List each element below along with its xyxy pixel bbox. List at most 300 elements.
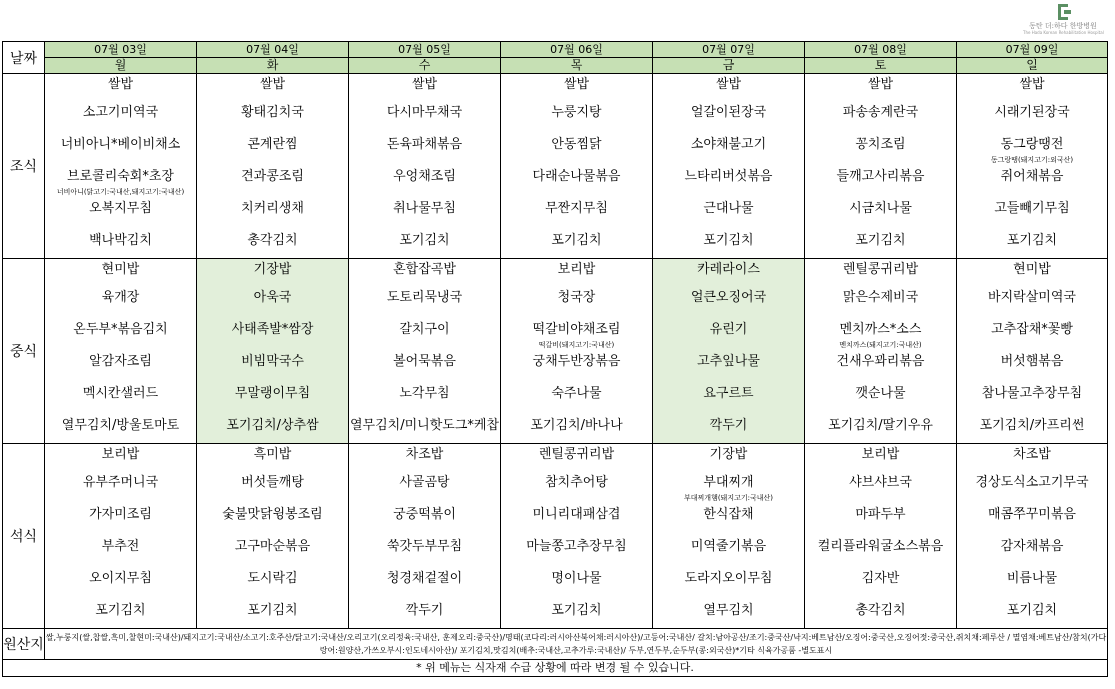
menu-item-text: 깍두기 — [709, 418, 748, 433]
menu-item-text: 미니리대패삼겹 — [532, 507, 621, 522]
menu-item — [805, 595, 956, 627]
menu-item — [45, 467, 196, 499]
menu-item — [653, 444, 804, 467]
weekday-cell: 화 — [197, 58, 349, 74]
menu-cell — [653, 444, 805, 629]
menu-item — [197, 595, 348, 627]
menu-item — [957, 378, 1107, 410]
menu-item — [197, 161, 348, 193]
menu-item-text: 근대나물 — [703, 201, 754, 216]
menu-item — [805, 378, 956, 410]
menu-item-text: 육개장 — [101, 290, 140, 305]
menu-item-text: 쌀밥 — [867, 77, 894, 92]
menu-cell — [197, 259, 349, 444]
menu-item-text: 다래순나물볶음 — [532, 169, 621, 184]
menu-item-text: 다시마무채국 — [386, 105, 463, 120]
menu-item — [805, 563, 956, 595]
menu-item-text: 꽁치조림 — [855, 137, 906, 152]
origin-note: 동그랑땡(돼지고기:외국산) — [990, 156, 1074, 164]
menu-item-text: 명이나물 — [551, 571, 602, 586]
menu-item — [805, 531, 956, 563]
menu-item — [501, 444, 652, 467]
menu-item-text: 포기김치 — [1006, 603, 1058, 618]
menu-item — [805, 410, 956, 442]
meal-label: 조식 — [3, 74, 45, 259]
menu-item — [349, 563, 500, 595]
menu-item-text: 고구마순볶음 — [234, 539, 311, 554]
menu-item-text: 들깨고사리볶음 — [836, 169, 925, 184]
menu-item-text: 포기김치 — [1006, 233, 1058, 248]
menu-item — [501, 467, 652, 499]
menu-item — [45, 378, 196, 410]
menu-item — [45, 282, 196, 314]
menu-item-text: 청국장 — [557, 290, 596, 305]
menu-item-text: 궁중떡볶이 — [393, 507, 456, 522]
menu-item-text: 쌀밥 — [563, 77, 590, 92]
menu-cell — [653, 74, 805, 259]
menu-item — [957, 563, 1107, 595]
menu-item — [349, 193, 500, 225]
menu-item — [653, 314, 804, 346]
menu-item — [501, 595, 652, 627]
menu-item — [653, 499, 804, 531]
origin-label: 원산지 — [3, 629, 45, 660]
menu-item-text: 미역줄기볶음 — [690, 539, 767, 554]
menu-item — [197, 378, 348, 410]
menu-item-text: 견과콩조림 — [241, 169, 304, 184]
logo-subtitle: The Hada Korean Rehabilitation Hospital — [1023, 30, 1104, 35]
menu-item-text: 유린기 — [709, 322, 748, 337]
menu-cell — [197, 444, 349, 629]
menu-cell — [349, 444, 501, 629]
menu-item — [957, 595, 1107, 627]
menu-item — [501, 410, 652, 442]
menu-item — [349, 161, 500, 193]
menu-item-text: 브로콜리숙회*초장 — [67, 169, 174, 184]
logo-mark-icon — [1055, 4, 1071, 20]
menu-item — [805, 444, 956, 467]
menu-item — [349, 410, 500, 442]
menu-item — [501, 225, 652, 257]
date-cell: 07월 07일 — [653, 42, 805, 58]
menu-item-text: 도토리묵냉국 — [386, 290, 463, 305]
menu-item-text: 오복지무침 — [89, 201, 152, 216]
menu-item — [957, 467, 1107, 499]
menu-cell — [957, 74, 1108, 259]
hospital-logo — [1023, 2, 1103, 40]
menu-item-text: 숯불맛닭윙봉조림 — [222, 507, 323, 522]
menu-item — [501, 282, 652, 314]
menu-item-text: 소고기미역국 — [82, 105, 159, 120]
menu-item-text: 보리밥 — [101, 447, 140, 462]
menu-item-text: 황태김치국 — [241, 105, 304, 120]
menu-cell — [805, 259, 957, 444]
menu-item-text: 쌀밥 — [107, 77, 134, 92]
weekday-cell: 금 — [653, 58, 805, 74]
menu-item-text: 포기김치 — [399, 233, 450, 248]
menu-item — [349, 97, 500, 129]
menu-item — [197, 314, 348, 346]
menu-item — [349, 531, 500, 563]
menu-item-text: 쌀밥 — [1019, 77, 1045, 92]
weekday-cell: 목 — [501, 58, 653, 74]
menu-item — [501, 97, 652, 129]
menu-item-text: 얼큰오징어국 — [690, 290, 767, 305]
menu-item — [45, 259, 196, 282]
date-header-label: 날짜 — [3, 42, 45, 74]
menu-item-text: 온두부*볶음김치 — [73, 322, 168, 337]
menu-item — [501, 314, 652, 349]
menu-item-text: 포기김치/카프리썬 — [979, 418, 1085, 433]
weekday-cell: 토 — [805, 58, 957, 74]
menu-item — [45, 129, 196, 161]
menu-cell — [957, 259, 1108, 444]
menu-item-text: 비빔막국수 — [241, 354, 304, 369]
menu-item — [957, 410, 1107, 442]
menu-item — [653, 193, 804, 225]
menu-item — [805, 346, 956, 378]
menu-item — [45, 193, 196, 225]
logo-name: 동탄 더:하다 한방병원 — [1029, 22, 1097, 30]
menu-item — [957, 193, 1107, 225]
menu-item-text: 렌틸콩귀리밥 — [538, 447, 615, 462]
menu-item-text: 컬리플라워굴소스볶음 — [817, 539, 944, 554]
menu-item — [349, 282, 500, 314]
meal-label: 중식 — [3, 259, 45, 444]
menu-cell — [653, 259, 805, 444]
menu-item-text: 파송송계란국 — [842, 105, 919, 120]
origin-note: 너비아니(닭고기:국내산,돼지고기:국내산) — [56, 188, 185, 196]
menu-item-text: 총각김치 — [855, 603, 906, 618]
menu-item — [349, 444, 500, 467]
menu-item — [349, 346, 500, 378]
menu-item-text: 카레라이스 — [697, 262, 760, 277]
menu-item-text: 깻순나물 — [855, 386, 906, 401]
menu-item-text: 취나물무침 — [393, 201, 456, 216]
date-cell: 07월 04일 — [197, 42, 349, 58]
menu-item — [805, 225, 956, 257]
menu-item — [197, 97, 348, 129]
menu-item — [197, 259, 348, 282]
menu-item-text: 도시락김 — [247, 571, 298, 586]
menu-item-text: 보리밥 — [557, 262, 596, 277]
menu-item-text: 열무김치/방울토마토 — [61, 418, 180, 433]
menu-cell — [501, 259, 653, 444]
menu-item-text: 우엉채조림 — [393, 169, 456, 184]
menu-item-text: 돈육파채볶음 — [386, 137, 463, 152]
menu-item-text: 알감자조림 — [89, 354, 152, 369]
menu-item-text: 요구르트 — [703, 386, 754, 401]
menu-item-text: 소야채불고기 — [690, 137, 767, 152]
menu-item — [957, 161, 1107, 193]
weekday-cell: 수 — [349, 58, 501, 74]
weekday-cell: 월 — [45, 58, 197, 74]
menu-item — [653, 97, 804, 129]
menu-item-text: 도라지오이무침 — [684, 571, 773, 586]
menu-item — [501, 74, 652, 97]
menu-item — [805, 467, 956, 499]
origin-note: 떡갈비(돼지고기:국내산) — [538, 341, 615, 349]
menu-item — [501, 531, 652, 563]
menu-item — [349, 74, 500, 97]
menu-item-text: 콘계란찜 — [247, 137, 298, 152]
menu-item-text: 포기김치/바나나 — [530, 418, 623, 433]
menu-item-text: 얼갈이된장국 — [690, 105, 767, 120]
menu-item — [805, 97, 956, 129]
menu-item-text: 부추전 — [101, 539, 140, 554]
menu-item-text: 갈치구이 — [399, 322, 450, 337]
menu-item-text: 포기김치 — [551, 233, 602, 248]
origin-note: 멘치까스(돼지고기:국내산) — [839, 341, 922, 349]
menu-item-text: 시금치나물 — [849, 201, 912, 216]
menu-item — [197, 499, 348, 531]
menu-item — [45, 97, 196, 129]
menu-item — [805, 74, 956, 97]
menu-item — [653, 282, 804, 314]
menu-item-text: 쌀밥 — [259, 77, 286, 92]
menu-item-text: 기장밥 — [709, 447, 748, 462]
menu-item-text: 차조밥 — [405, 447, 444, 462]
menu-item — [197, 563, 348, 595]
menu-item-text: 부대찌개 — [703, 475, 754, 490]
menu-item-text: 고들빼기무침 — [994, 201, 1070, 216]
menu-item — [349, 499, 500, 531]
menu-item — [653, 378, 804, 410]
menu-item — [957, 259, 1107, 282]
menu-item — [197, 444, 348, 467]
origin-note: 부대찌개햄(돼지고기:국내산) — [684, 494, 773, 502]
menu-item-text: 무짠지무침 — [545, 201, 608, 216]
menu-item — [197, 410, 348, 442]
menu-item — [957, 74, 1107, 97]
menu-item — [45, 410, 196, 442]
menu-item — [349, 314, 500, 346]
menu-item-text: 쌀밥 — [715, 77, 742, 92]
menu-item-text: 매콤쭈꾸미볶음 — [988, 507, 1076, 522]
menu-item-text: 시래기된장국 — [994, 105, 1070, 120]
menu-item — [501, 129, 652, 161]
menu-item — [349, 259, 500, 282]
menu-item-text: 포기김치 — [703, 233, 754, 248]
menu-cell — [805, 74, 957, 259]
menu-item — [197, 531, 348, 563]
menu-item-text: 바지락살미역국 — [988, 290, 1076, 305]
menu-item — [197, 74, 348, 97]
menu-item-text: 쌀밥 — [411, 77, 438, 92]
menu-item — [957, 499, 1107, 531]
menu-item — [197, 225, 348, 257]
menu-item-text: 안동찜닭 — [551, 137, 602, 152]
menu-item-text: 느타리버섯볶음 — [684, 169, 773, 184]
menu-item — [805, 259, 956, 282]
menu-cell — [501, 444, 653, 629]
menu-item — [45, 563, 196, 595]
menu-item — [197, 346, 348, 378]
menu-item-text: 포기김치 — [95, 603, 146, 618]
menu-item-text: 참나물고추장무침 — [981, 386, 1083, 401]
menu-item-text: 포기김치 — [247, 603, 298, 618]
menu-item-text: 사태족발*쌈장 — [231, 322, 314, 337]
menu-item-text: 볼어묵볶음 — [393, 354, 456, 369]
menu-item-text: 치커리생채 — [241, 201, 304, 216]
menu-cell — [197, 74, 349, 259]
menu-item-text: 누룽지탕 — [551, 105, 602, 120]
menu-item-text: 보리밥 — [861, 447, 900, 462]
menu-item-text: 참치추어탕 — [545, 475, 608, 490]
menu-item — [653, 563, 804, 595]
meal-label: 석식 — [3, 444, 45, 629]
menu-item-text: 버섯들깨탕 — [241, 475, 304, 490]
menu-item — [349, 129, 500, 161]
menu-item-text: 맑은수제비국 — [842, 290, 919, 305]
menu-item — [349, 378, 500, 410]
menu-item — [45, 499, 196, 531]
menu-item-text: 흑미밥 — [253, 447, 292, 462]
menu-item-text: 오이지무침 — [89, 571, 152, 586]
menu-item — [653, 129, 804, 161]
menu-item-text: 총각김치 — [247, 233, 298, 248]
menu-cell — [501, 74, 653, 259]
menu-item-text: 노각무침 — [399, 386, 450, 401]
menu-item — [45, 314, 196, 346]
menu-item — [805, 193, 956, 225]
menu-item-text: 쑥갓두부무침 — [386, 539, 463, 554]
menu-item — [45, 74, 196, 97]
menu-item-text: 한식잡채 — [703, 507, 754, 522]
menu-item — [45, 346, 196, 378]
menu-item — [197, 193, 348, 225]
menu-item — [805, 129, 956, 161]
origin-text: 쌀,누룽지(쌀,찹쌀,흑미,찰현미:국내산)/돼지고기:국내산/소고기:호주산/닭고기:국내산/오리고기(오리정육:국내산, 훈제오리:중국산)/명태(코다리:러시아산북어채:러시아산)/고등어:국내산/ 갈치:남아공산/조기:중국산/낙지:베트남산/오징어:중국산,오징어젓:중국산,쥐치채:페루산 / 멸염채:베트남산/참치(가다랑어:원양산,가쓰오부시:인도네시아산)/ 포기김치,맛김치(배추:국내산,고추가루:국내산)/ 두부,연두부,순두부(콩:외국산)*기타 식육가공품 -별도표시 — [45, 629, 1108, 660]
menu-item — [349, 225, 500, 257]
menu-item-text: 포기김치 — [855, 233, 906, 248]
menu-item — [957, 282, 1107, 314]
menu-item-text: 숙주나물 — [551, 386, 602, 401]
menu-item-text: 멕시칸샐러드 — [82, 386, 159, 401]
menu-item — [45, 161, 196, 196]
menu-item — [45, 444, 196, 467]
menu-item-text: 비름나물 — [1006, 571, 1058, 586]
date-cell: 07월 06일 — [501, 42, 653, 58]
menu-item-text: 혼합잡곡밥 — [393, 262, 456, 277]
menu-item — [501, 563, 652, 595]
menu-item-text: 열무김치 — [703, 603, 754, 618]
menu-item — [349, 595, 500, 627]
menu-item — [501, 378, 652, 410]
menu-item-text: 버섯햄볶음 — [1000, 354, 1064, 369]
menu-item — [197, 467, 348, 499]
menu-item-text: 렌틸콩귀리밥 — [842, 262, 919, 277]
menu-item-text: 마늘쫑고추장무침 — [526, 539, 627, 554]
menu-item — [805, 282, 956, 314]
menu-item-text: 아욱국 — [253, 290, 292, 305]
menu-item — [653, 410, 804, 442]
menu-cell — [45, 74, 197, 259]
date-cell: 07월 05일 — [349, 42, 501, 58]
menu-item-text: 열무김치/미니핫도그*케찹 — [349, 418, 500, 433]
menu-item-text: 포기김치/상추쌈 — [226, 418, 319, 433]
menu-cell — [957, 444, 1108, 629]
menu-cell — [805, 444, 957, 629]
menu-item-text: 멘치까스*소스 — [839, 322, 922, 337]
menu-cell — [349, 259, 501, 444]
menu-item-text: 궁채두반장볶음 — [532, 354, 621, 369]
menu-cell — [349, 74, 501, 259]
date-cell: 07월 03일 — [45, 42, 197, 58]
menu-item-text: 가자미조림 — [89, 507, 152, 522]
menu-item — [45, 225, 196, 257]
menu-item — [653, 595, 804, 627]
date-cell: 07월 09일 — [957, 42, 1108, 58]
menu-item — [957, 531, 1107, 563]
menu-item — [501, 161, 652, 193]
menu-item-text: 쥐어채볶음 — [1000, 169, 1064, 184]
menu-item-text: 깍두기 — [405, 603, 444, 618]
menu-item-text: 기장밥 — [253, 262, 292, 277]
menu-item — [805, 314, 956, 349]
menu-item — [501, 193, 652, 225]
menu-item-text: 경상도식소고기무국 — [975, 475, 1089, 490]
menu-item — [957, 129, 1107, 164]
menu-item — [653, 259, 804, 282]
menu-item — [197, 129, 348, 161]
menu-item — [957, 314, 1107, 346]
menu-item — [349, 467, 500, 499]
menu-item-text: 김자반 — [861, 571, 900, 586]
menu-item-text: 너비아니*베이비채소 — [60, 137, 181, 152]
menu-item — [653, 531, 804, 563]
menu-item — [805, 499, 956, 531]
menu-item — [501, 346, 652, 378]
menu-item — [957, 225, 1107, 257]
menu-item-text: 차조밥 — [1013, 447, 1051, 462]
menu-item-text: 건새우꽈리볶음 — [836, 354, 925, 369]
menu-cell — [45, 444, 197, 629]
menu-item-text: 사골곰탕 — [399, 475, 450, 490]
menu-item-text: 청경채겉절이 — [386, 571, 463, 586]
menu-item-text: 백나박김치 — [89, 233, 152, 248]
menu-item — [805, 161, 956, 193]
menu-item — [197, 282, 348, 314]
menu-item-text: 무말랭이무침 — [234, 386, 311, 401]
menu-item-text: 동그랑땡전 — [1000, 137, 1064, 152]
menu-item-text: 포기김치/딸기우유 — [828, 418, 933, 433]
menu-item — [653, 161, 804, 193]
menu-item-text: 포기김치 — [551, 603, 602, 618]
menu-item — [501, 499, 652, 531]
menu-item — [957, 97, 1107, 129]
weekday-cell: 일 — [957, 58, 1108, 74]
menu-item-text: 현미밥 — [1013, 262, 1051, 277]
menu-item-text: 떡갈비야채조림 — [532, 322, 621, 337]
menu-item — [653, 467, 804, 502]
date-cell: 07월 08일 — [805, 42, 957, 58]
menu-item-text: 샤브샤브국 — [849, 475, 912, 490]
menu-item — [45, 531, 196, 563]
menu-cell — [45, 259, 197, 444]
menu-item-text: 현미밥 — [101, 262, 140, 277]
menu-item-text: 고추잎나물 — [697, 354, 760, 369]
menu-item — [501, 259, 652, 282]
menu-item — [653, 346, 804, 378]
menu-item — [653, 74, 804, 97]
menu-item-text: 감자채볶음 — [1000, 539, 1064, 554]
menu-item — [957, 444, 1107, 467]
menu-item-text: 유부주머니국 — [82, 475, 159, 490]
menu-item — [45, 595, 196, 627]
menu-change-notice: * 위 메뉴는 식자재 수급 상황에 따라 변경 될 수 있습니다. — [3, 660, 1108, 677]
weekly-menu-table — [2, 41, 1108, 677]
